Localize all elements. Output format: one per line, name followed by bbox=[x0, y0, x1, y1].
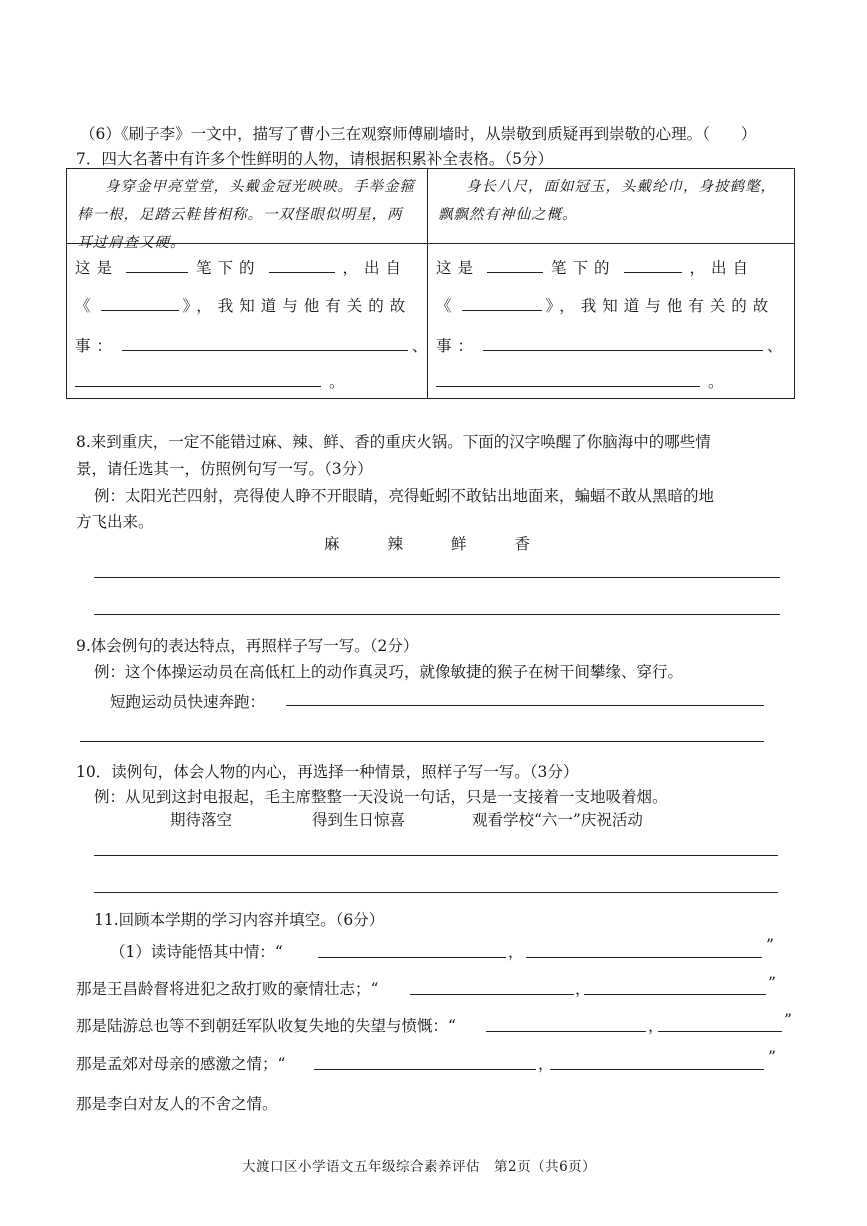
q7-left-story-blank-2[interactable] bbox=[75, 370, 321, 387]
page-footer: 大渡口区小学语文五年级综合素养评估 第2页（共6页） bbox=[242, 1159, 597, 1175]
q11-line-2-comma: ， bbox=[575, 980, 591, 998]
q10-option-1: 期待落空 bbox=[170, 811, 233, 829]
q7-title: 7．四大名著中有许多个性鲜明的人物，请根据积累补全表格。（5分） bbox=[76, 150, 553, 168]
q7-right-story-blank-2[interactable] bbox=[436, 370, 700, 387]
q7-right-character-blank[interactable] bbox=[624, 256, 682, 273]
q11-line-1-blank-1[interactable] bbox=[318, 957, 506, 958]
q9-prompt: 短跑运动员快速奔跑： bbox=[110, 693, 266, 711]
q7-right-fill-cell: 这是 笔下的 ，出自 《 》，我知道与他有关的故 事： 、 。 bbox=[428, 244, 795, 399]
q7-right-author-blank[interactable] bbox=[487, 256, 543, 273]
q11-line-1-prefix: （1）读诗能悟其中情：“ bbox=[110, 943, 283, 961]
q11-line-2-close-quote: ” bbox=[768, 974, 776, 992]
q11-line-4-blank-2[interactable] bbox=[550, 1069, 764, 1070]
q11-line-3-blank-2[interactable] bbox=[658, 1031, 782, 1032]
q11-line-4-blank-1[interactable] bbox=[314, 1069, 536, 1070]
q11-line-2-blank-2[interactable] bbox=[584, 994, 766, 995]
q7-table bbox=[66, 168, 795, 399]
q10-example: 例：从见到这封电报起，毛主席整整一天没说一句话，只是一支接着一支地吸着烟。 bbox=[94, 788, 668, 806]
q6-text: （6）《刷子李》一文中，描写了曹小三在观察师傅刷墙时，从崇敬到质疑再到崇敬的心理。（ ） bbox=[80, 125, 757, 143]
q11-line-1-comma: ， bbox=[508, 943, 524, 961]
q9-title: 9.体会例句的表达特点，再照样子写一写。（2分） bbox=[76, 637, 419, 655]
q8-line-2: 景，请任选其一，仿照例句写一写。（3分） bbox=[76, 460, 373, 478]
q11-line-4-close-quote: ” bbox=[768, 1048, 776, 1066]
q7-left-description-cell bbox=[67, 169, 428, 251]
q10-title: 10．读例句，体会人物的内心，再选择一种情景，照样子写一写。（3分） bbox=[76, 763, 579, 781]
q8-example-1: 例：太阳光芒四射，亮得使人睁不开眼睛，亮得蚯蚓不敢钻出地面来，蝙蝠不敢从黑暗的地 bbox=[94, 487, 715, 505]
q8-answer-line-1[interactable] bbox=[94, 577, 780, 578]
q8-answer-line-2[interactable] bbox=[94, 614, 780, 615]
q11-line-3-prefix: 那是陆游总也等不到朝廷军队收复失地的失望与愤慨：“ bbox=[76, 1017, 456, 1035]
q8-word-xian: 鲜 bbox=[451, 535, 481, 553]
q9-answer-line-2[interactable] bbox=[80, 741, 764, 742]
q8-word-la: 辣 bbox=[387, 535, 418, 553]
q7-right-story-blank-1[interactable] bbox=[483, 334, 763, 351]
q7-left-author-blank[interactable] bbox=[126, 256, 188, 273]
q7-left-story-blank-1[interactable] bbox=[122, 334, 408, 351]
q7-left-character-blank[interactable] bbox=[269, 256, 335, 273]
q10-option-2: 得到生日惊喜 bbox=[312, 811, 406, 829]
q9-answer-line-1[interactable] bbox=[286, 705, 764, 706]
q10-option-3: 观看学校“六一”庆祝活动 bbox=[472, 811, 643, 829]
q8-word-ma: 麻 bbox=[324, 535, 354, 553]
q7-right-description-cell bbox=[428, 169, 795, 244]
q8-word-xiang: 香 bbox=[514, 535, 545, 553]
q11-line-2-blank-1[interactable] bbox=[410, 994, 574, 995]
q8-line-1: 8.来到重庆，一定不能错过麻、辣、鲜、香的重庆火锅。下面的汉字唤醒了你脑海中的哪些情 bbox=[76, 433, 711, 451]
q10-answer-line-2[interactable] bbox=[94, 892, 778, 893]
q11-line-3-comma: ， bbox=[648, 1017, 664, 1035]
q11-line-1-blank-2[interactable] bbox=[526, 957, 762, 958]
q7-right-description: 身长八尺，面如冠玉，头戴纶巾，身披鹤氅，飘飘然有神仙之概。 bbox=[438, 179, 776, 223]
q7-right-book-blank[interactable] bbox=[462, 294, 542, 311]
q11-line-3-blank-1[interactable] bbox=[486, 1031, 646, 1032]
q7-left-book-blank[interactable] bbox=[101, 294, 179, 311]
q10-answer-line-1[interactable] bbox=[94, 855, 778, 856]
q7-left-fill-cell: 这是 笔下的 ，出自 《 》，我知道与他有关的故 事： 、 。 bbox=[67, 244, 428, 399]
q11-line-5: 那是李白对友人的不舍之情。 bbox=[76, 1095, 278, 1113]
q11-title: 11.回顾本学期的学习内容并填空。（6分） bbox=[94, 911, 385, 929]
q8-example-2: 方飞出来。 bbox=[76, 513, 154, 531]
q11-line-4-comma: ， bbox=[538, 1055, 554, 1073]
q7-left-description: 身穿金甲亮堂堂，头戴金冠光映映。手举金箍棒一根，足踏云鞋皆相称。一双怪眼似明星，两耳过肩查又硬。 bbox=[77, 179, 415, 251]
q11-line-2-prefix: 那是王昌龄督将进犯之敌打败的豪情壮志；“ bbox=[76, 980, 379, 998]
q11-line-3-close-quote: ” bbox=[784, 1011, 792, 1029]
q11-line-4-prefix: 那是孟郊对母亲的感激之情；“ bbox=[76, 1055, 286, 1073]
q11-line-1-close-quote: ” bbox=[766, 936, 774, 954]
q9-example: 例：这个体操运动员在高低杠上的动作真灵巧，就像敏捷的猴子在树干间攀缘、穿行。 bbox=[94, 663, 684, 681]
q8-word-choices bbox=[324, 532, 578, 554]
